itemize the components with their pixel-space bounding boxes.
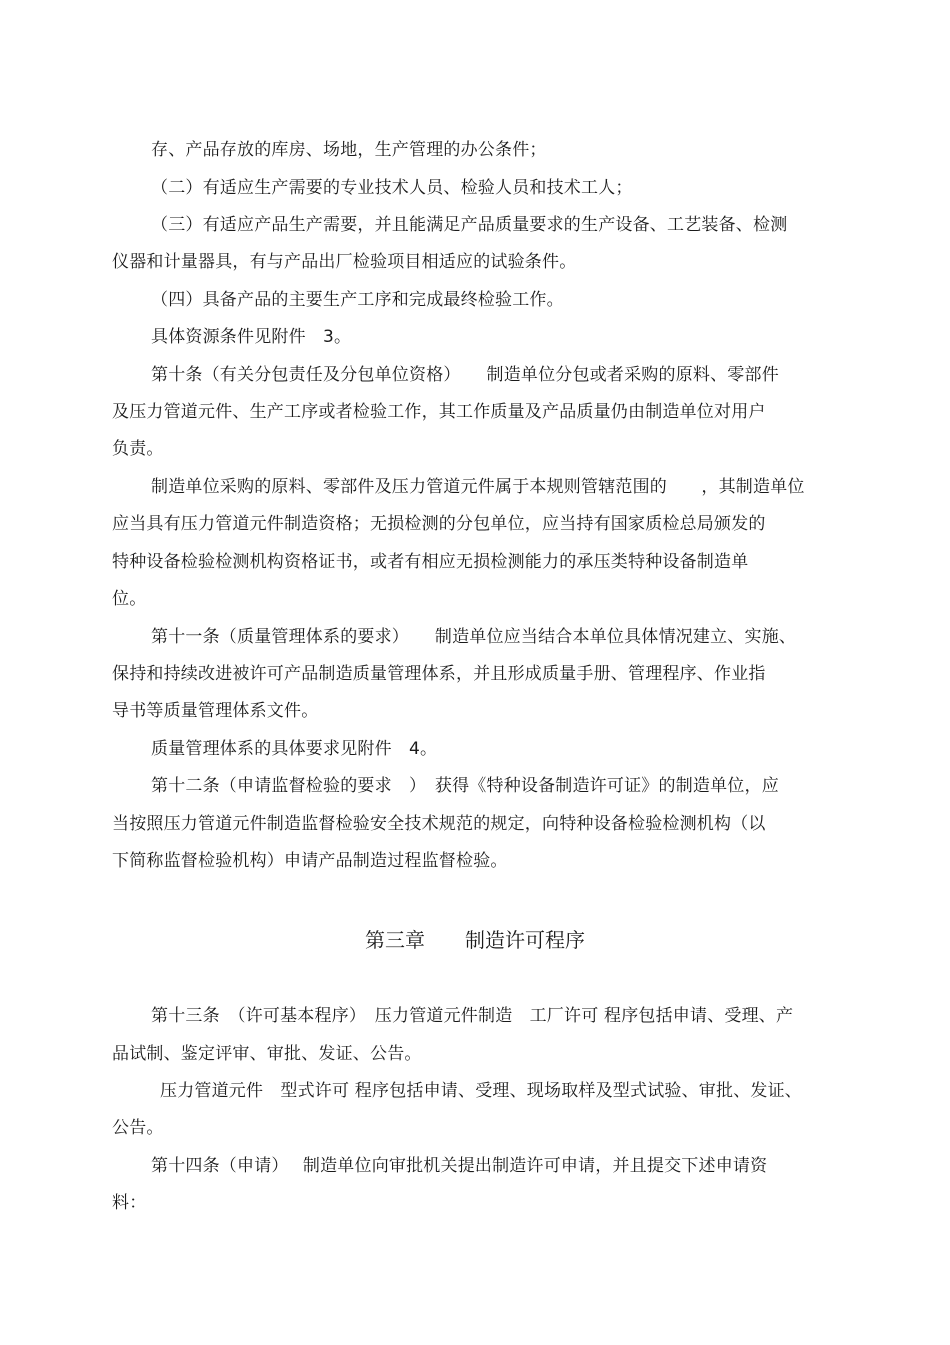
text-line: （三）有适应产品生产需要，并且能满足产品质量要求的生产设备、工艺装备、检测 (151, 215, 788, 235)
text-line: 应当具有压力管道元件制造资格；无损检测的分包单位，应当持有国家质检总局颁发的 (112, 514, 766, 534)
text-line: 第十四条（申请） 制造单位向审批机关提出制造许可申请，并且提交下述申请资 (151, 1156, 768, 1176)
text-line: 具体资源条件见附件 3。 (151, 327, 352, 347)
text-line: 下简称监督检验机构）申请产品制造过程监督检验。 (112, 851, 508, 871)
text-line: （二）有适应生产需要的专业技术人员、检验人员和技术工人； (151, 178, 633, 198)
text-line: 公告。 (112, 1118, 164, 1138)
text-line: 位。 (112, 589, 147, 609)
text-line: 仪器和计量器具，有与产品出厂检验项目相适应的试验条件。 (112, 252, 577, 272)
text-line: 第十三条 （许可基本程序） 压力管道元件制造 工厂许可 程序包括申请、受理、产 (151, 1006, 794, 1026)
text-line: 负责。 (112, 439, 164, 459)
text-line: 第十条（有关分包责任及分包单位资格） 制造单位分包或者采购的原料、零部件 (151, 365, 779, 385)
text-line: 导书等质量管理体系文件。 (112, 701, 319, 721)
text-line: （四）具备产品的主要生产工序和完成最终检验工作。 (151, 290, 564, 310)
text-line: 品试制、鉴定评审、审批、发证、公告。 (112, 1044, 422, 1064)
text-line: 存、产品存放的库房、场地，生产管理的办公条件； (151, 140, 547, 160)
chapter-heading: 第三章 制造许可程序 (365, 928, 585, 952)
text-line: 料： (112, 1193, 147, 1213)
text-line: 当按照压力管道元件制造监督检验安全技术规范的规定，向特种设备检验检测机构（以 (112, 814, 766, 834)
text-line: 第十一条（质量管理体系的要求） 制造单位应当结合本单位具体情况建立、实施、 (151, 627, 797, 647)
text-line: 特种设备检验检测机构资格证书，或者有相应无损检测能力的承压类特种设备制造单 (112, 552, 749, 572)
text-line: 第十二条（申请监督检验的要求 ） 获得《特种设备制造许可证》的制造单位，应 (151, 776, 779, 796)
text-line: 及压力管道元件、生产工序或者检验工作，其工作质量及产品质量仍由制造单位对用户 (112, 402, 766, 422)
text-line: 保持和持续改进被许可产品制造质量管理体系，并且形成质量手册、管理程序、作业指 (112, 664, 766, 684)
text-line: 压力管道元件 型式许可 程序包括申请、受理、现场取样及型式试验、审批、发证、 (160, 1081, 803, 1101)
text-line: 质量管理体系的具体要求见附件 4。 (151, 739, 438, 759)
text-line: 制造单位采购的原料、零部件及压力管道元件属于本规则管辖范围的 ，其制造单位 (151, 477, 805, 497)
